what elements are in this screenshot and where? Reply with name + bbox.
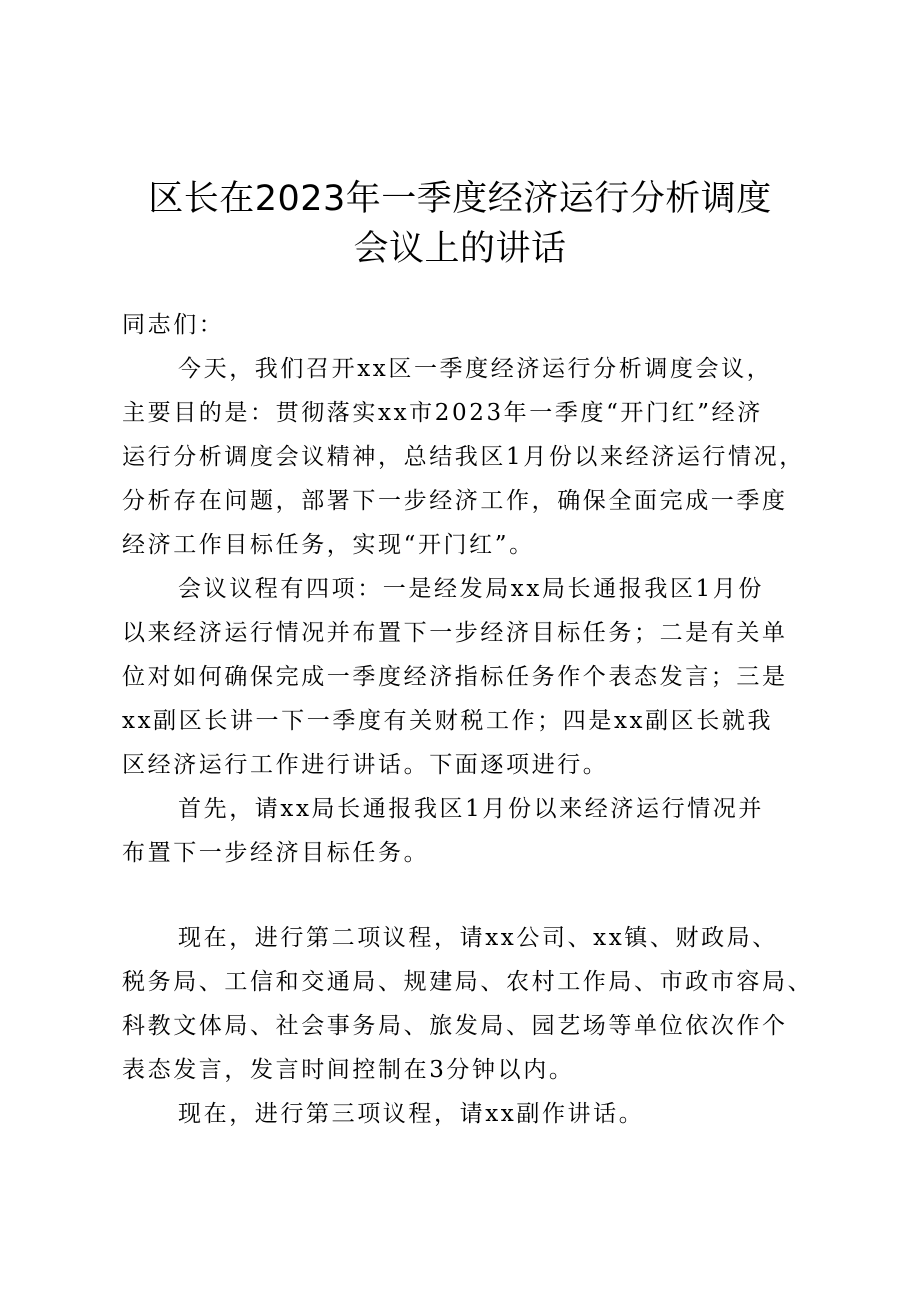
paragraph-3 [122,787,812,875]
paragraph-4-line-3: 科教文体局、社会事务局、旅发局、园艺场等单位依次作个 [122,1013,788,1039]
title-line-2: 会议上的讲话 [353,229,567,269]
paragraph-1-line-1: 今天，我们召开xx区一季度经济运行分析调度会议， [178,356,773,382]
paragraph-4-line-4: 表态发言，发言时间控制在3分钟以内。 [122,1057,575,1083]
paragraph-1-line-3: 运行分析调度会议精神，总结我区1月份以来经济运行情况， [122,444,805,470]
paragraph-4 [122,916,812,1092]
paragraph-2 [122,567,812,787]
paragraph-2-line-1: 会议议程有四项：一是经发局xx局长通报我区1月份 [178,576,764,602]
paragraph-2-line-3: 位对如何确保完成一季度经济指标任务作个表态发言；三是 [122,664,788,690]
document-title [60,174,860,274]
paragraph-1-line-4: 分析存在问题，部署下一步经济工作，确保全面完成一季度 [122,488,788,514]
paragraph-3-line-1: 首先，请xx局长通报我区1月份以来经济运行情况并 [178,796,764,822]
paragraph-4-line-1: 现在，进行第二项议程，请xx公司、xx镇、财政局、 [178,925,778,951]
title-line-1: 区长在2023年一季度经济运行分析调度 [148,179,772,219]
paragraph-1-line-2: 主要目的是：贯彻落实xx市2023年一季度“开门红”经济 [122,400,763,426]
salutation: 同志们： [122,312,225,338]
paragraph-2-line-4: xx副区长讲一下一季度有关财税工作；四是xx副区长就我 [122,708,774,734]
paragraph-4-line-2: 税务局、工信和交通局、规建局、农村工作局、市政市容局、 [122,969,814,995]
paragraph-2-line-2: 以来经济运行情况并布置下一步经济目标任务；二是有关单 [122,620,788,646]
paragraph-3-line-2: 布置下一步经济目标任务。 [122,840,430,866]
paragraph-5 [122,1092,812,1136]
paragraph-1-line-5: 经济工作目标任务，实现“开门红”。 [122,532,535,558]
salutation-block [122,303,812,347]
paragraph-5-line-1: 现在，进行第三项议程，请xx副作讲话。 [178,1101,645,1127]
paragraph-2-line-5: 区经济运行工作进行讲话。下面逐项进行。 [122,752,609,778]
paragraph-1 [122,347,812,567]
